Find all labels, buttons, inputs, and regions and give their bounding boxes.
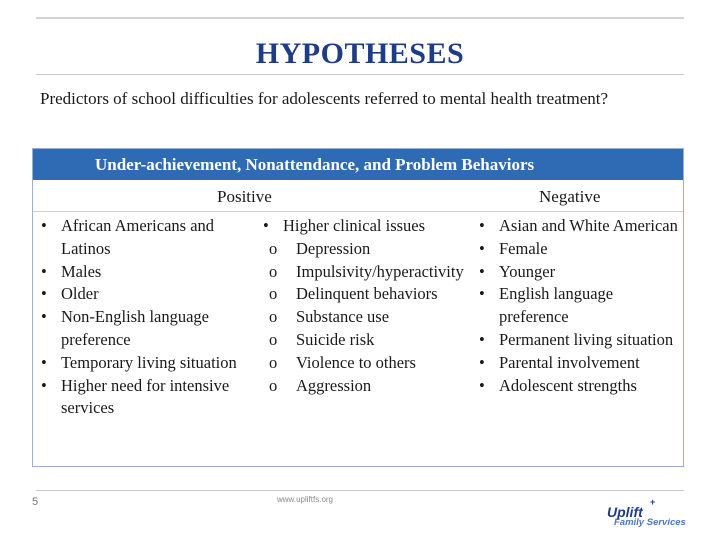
list-item-text: Asian and White American bbox=[499, 216, 678, 235]
bullet-icon: • bbox=[41, 216, 47, 235]
bullet-icon: • bbox=[479, 238, 485, 258]
list-item bbox=[471, 329, 685, 352]
bullet-icon: • bbox=[41, 352, 47, 372]
list-item-text: Depression bbox=[296, 238, 371, 258]
page-number: 5 bbox=[32, 496, 39, 508]
circle-bullet-icon: o bbox=[269, 352, 278, 372]
bullet-icon: • bbox=[41, 375, 47, 395]
positive-list-clinical bbox=[255, 215, 477, 397]
circle-bullet-icon: o bbox=[269, 284, 278, 304]
list-item-text: Parental involvement bbox=[499, 352, 640, 372]
bullet-icon: • bbox=[479, 329, 485, 349]
sub-list-item bbox=[255, 352, 477, 375]
sub-list-item bbox=[255, 306, 477, 329]
bullet-icon: • bbox=[479, 261, 485, 281]
list-item bbox=[471, 261, 685, 284]
list-item bbox=[33, 306, 255, 352]
circle-bullet-icon: o bbox=[269, 238, 278, 258]
uplift-logo bbox=[600, 496, 690, 530]
logo-line2: Family Services bbox=[614, 517, 686, 528]
list-item bbox=[33, 215, 255, 261]
list-item-text: Substance use bbox=[296, 307, 390, 327]
list-item-text: Suicide risk bbox=[296, 329, 375, 349]
list-item-text: Adolescent strengths bbox=[499, 375, 637, 395]
sub-list-item bbox=[255, 283, 477, 306]
list-item-text: Violence to others bbox=[296, 352, 416, 372]
top-divider bbox=[36, 17, 684, 19]
logo-mark-icon: + bbox=[650, 497, 656, 507]
positive-list-demographic bbox=[33, 215, 255, 420]
negative-label: Negative bbox=[539, 187, 601, 206]
list-item bbox=[33, 283, 255, 306]
sub-list-item bbox=[255, 375, 477, 398]
logo-line1: Uplift bbox=[607, 504, 643, 520]
list-item-text: Aggression bbox=[296, 375, 372, 395]
list-item-text: Female bbox=[499, 238, 548, 258]
list-item-text: Temporary living situation bbox=[61, 352, 237, 372]
negative-list bbox=[471, 215, 685, 397]
footer-divider bbox=[36, 490, 684, 491]
title-divider bbox=[36, 74, 684, 75]
list-item-text: Impulsivity/hyperactivity bbox=[296, 261, 464, 281]
circle-bullet-icon: o bbox=[269, 375, 278, 395]
hypotheses-table bbox=[32, 148, 684, 467]
list-item bbox=[471, 352, 685, 375]
bullet-icon: • bbox=[41, 261, 47, 281]
list-item-text: Younger bbox=[499, 261, 556, 281]
bullet-icon: • bbox=[479, 375, 485, 395]
bullet-icon: • bbox=[479, 352, 485, 372]
list-item-text: Males bbox=[61, 261, 102, 281]
list-item bbox=[471, 215, 685, 238]
list-item bbox=[255, 215, 477, 238]
list-item-text: Permanent living situation bbox=[499, 329, 674, 349]
bullet-icon: • bbox=[479, 216, 485, 235]
bullet-icon: • bbox=[41, 284, 47, 304]
list-item bbox=[33, 261, 255, 284]
list-item-text: Delinquent behaviors bbox=[296, 284, 438, 304]
list-item bbox=[471, 238, 685, 261]
list-item bbox=[471, 283, 685, 329]
list-item-text: Higher need for intensive services bbox=[61, 375, 230, 418]
list-item bbox=[471, 375, 685, 398]
list-item bbox=[33, 352, 255, 375]
list-item-text: English language preference bbox=[499, 284, 614, 327]
list-item-text: Older bbox=[61, 284, 99, 304]
circle-bullet-icon: o bbox=[269, 261, 278, 281]
sub-list-item bbox=[255, 238, 477, 261]
circle-bullet-icon: o bbox=[269, 307, 278, 327]
footer-url: www.upliftfs.org bbox=[276, 495, 334, 504]
bullet-icon: • bbox=[479, 284, 485, 304]
bullet-icon: • bbox=[263, 216, 269, 235]
sub-list-item bbox=[255, 261, 477, 284]
bullet-icon: • bbox=[41, 307, 47, 327]
table-subheader bbox=[33, 180, 683, 212]
sub-list-item bbox=[255, 329, 477, 352]
positive-label: Positive bbox=[217, 187, 272, 206]
list-item bbox=[33, 375, 255, 421]
list-item-text: Non-English language preference bbox=[61, 307, 210, 349]
list-item-text: African Americans and Latinos bbox=[61, 216, 215, 258]
circle-bullet-icon: o bbox=[269, 329, 278, 349]
research-question: Predictors of school difficulties for adolescents referred to mental health treatment? bbox=[40, 89, 609, 108]
slide-title: HYPOTHESES bbox=[255, 37, 465, 70]
list-item-text: Higher clinical issues bbox=[283, 216, 426, 235]
table-header: Under-achievement, Nonattendance, and Problem Behaviors bbox=[33, 149, 683, 180]
